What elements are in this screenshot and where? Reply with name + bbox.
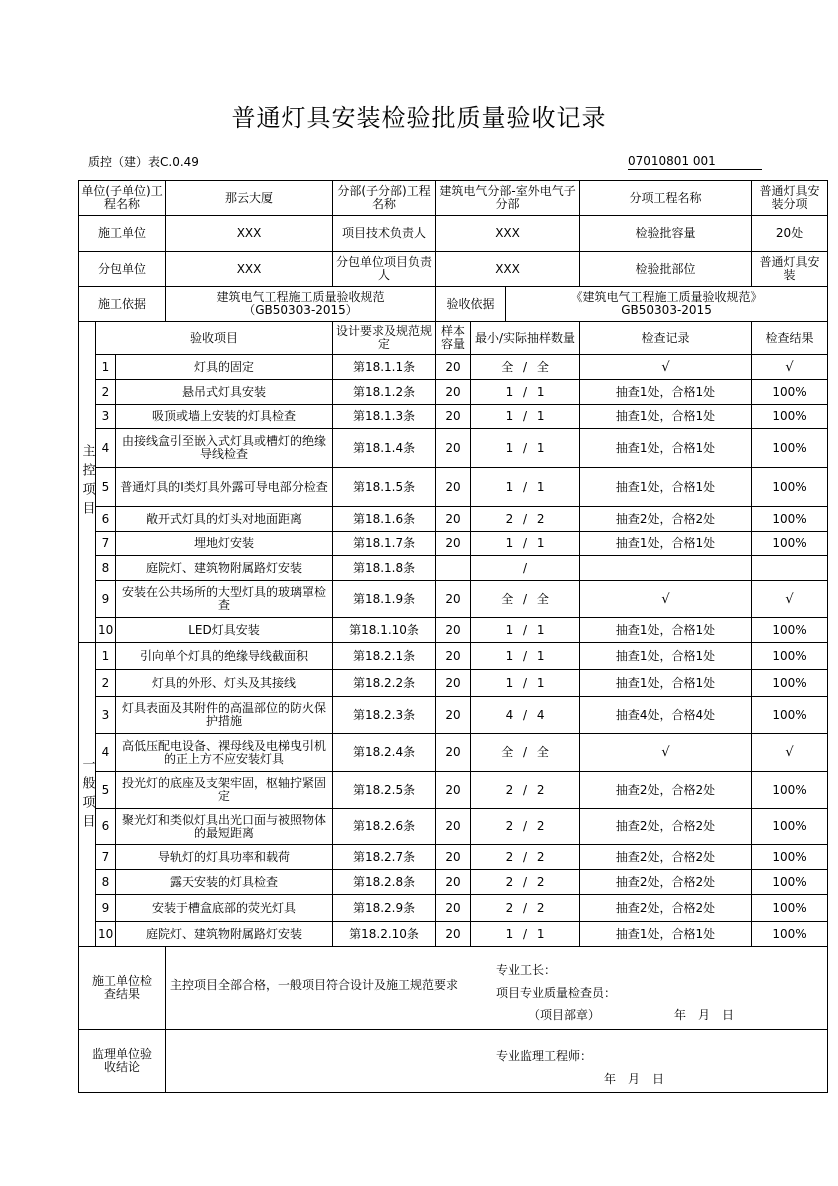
item-sample: [471, 922, 580, 947]
sample-min: 1: [505, 926, 514, 941]
item-record: 抽查1处，合格1处: [580, 380, 752, 405]
column-header-row: [79, 322, 828, 355]
item-name: 露天安装的灯具检查: [116, 870, 333, 895]
sample-actual: 1: [536, 536, 545, 550]
check-date: 年 月 日: [674, 1008, 735, 1022]
accept-basis-line2: GB50303-2015: [621, 303, 712, 317]
item-result: 100%: [752, 845, 828, 870]
form-number: 质控（建）表C.0.49: [88, 155, 199, 169]
item-name: 安装在公共场所的大型灯具的玻璃罩检查: [116, 581, 333, 618]
item-sample: [471, 532, 580, 556]
accept-basis-label: 验收依据: [436, 287, 506, 322]
header-row-2: [79, 216, 828, 252]
basis-value: [166, 287, 436, 322]
item-clause: 第18.1.8条: [333, 556, 436, 581]
item-record: 抽查2处，合格2处: [580, 507, 752, 532]
sample-min: 1: [505, 675, 514, 690]
item-record: √: [580, 355, 752, 380]
subcontractor-label: 分包单位: [79, 252, 166, 287]
sample-min: 1: [505, 384, 514, 399]
item-no: 1: [96, 643, 116, 670]
item-clause: 第18.2.7条: [333, 845, 436, 870]
engineer-label: 专业监理工程师：: [496, 1049, 593, 1063]
sample-separator: /: [519, 536, 531, 550]
item-result: 100%: [752, 895, 828, 922]
item-name: 灯具的固定: [116, 355, 333, 380]
item-result: 100%: [752, 429, 828, 468]
item-result: 100%: [752, 922, 828, 947]
item-no: 9: [96, 895, 116, 922]
sample-actual: 1: [536, 384, 545, 399]
footer-check-row: [79, 947, 828, 1030]
part-label: 检验批部位: [580, 252, 752, 287]
item-capacity: 20: [436, 643, 471, 670]
item-sample: [471, 734, 580, 772]
item-no: 4: [96, 429, 116, 468]
item-result: 100%: [752, 772, 828, 809]
item-no: 1: [96, 355, 116, 380]
item-clause: 第18.2.1条: [333, 643, 436, 670]
check-content: [166, 947, 828, 1030]
item-clause: 第18.2.2条: [333, 670, 436, 697]
item-record: 抽查1处，合格1处: [580, 618, 752, 643]
sample-min: 全: [501, 359, 514, 374]
foreman-label: 专业工长：: [496, 963, 557, 977]
basis-label: 施工依据: [79, 287, 166, 322]
subitem-label: 分项工程名称: [580, 181, 752, 216]
sample-actual: 2: [536, 874, 545, 889]
item-name: 庭院灯、建筑物附属路灯安装: [116, 556, 333, 581]
table-row: [79, 380, 828, 405]
sample-min: 2: [505, 900, 514, 915]
sample-separator: /: [519, 591, 531, 606]
supervise-label: 监理单位验收结论: [79, 1030, 166, 1093]
item-capacity: 20: [436, 507, 471, 532]
item-record: 抽查1处，合格1处: [580, 922, 752, 947]
accept-basis-value: [506, 287, 828, 322]
item-name: 普通灯具的Ⅰ类灯具外露可导电部分检查: [116, 468, 333, 507]
item-clause: 第18.1.4条: [333, 429, 436, 468]
col-item: 验收项目: [96, 322, 333, 355]
item-result: 100%: [752, 870, 828, 895]
table-row: [79, 468, 828, 507]
sample-separator: /: [519, 675, 531, 690]
sample-actual: 1: [536, 675, 545, 690]
sample-min: 2: [505, 874, 514, 889]
table-row: [79, 922, 828, 947]
item-record: 抽查4处，合格4处: [580, 697, 752, 734]
item-sample: [471, 507, 580, 532]
item-capacity: 20: [436, 405, 471, 429]
item-sample: [471, 380, 580, 405]
item-record: 抽查2处，合格2处: [580, 895, 752, 922]
col-result: 检查结果: [752, 322, 828, 355]
item-result: [752, 556, 828, 581]
item-capacity: 20: [436, 772, 471, 809]
item-record: √: [580, 734, 752, 772]
sample-min: 2: [505, 511, 514, 526]
item-sample: [471, 429, 580, 468]
inspection-table: [78, 180, 828, 1093]
item-name: 导轨灯的灯具功率和载荷: [116, 845, 333, 870]
item-result: 100%: [752, 532, 828, 556]
item-name: LED灯具安装: [116, 618, 333, 643]
sample-actual: 1: [536, 926, 545, 941]
contractor-value: XXX: [166, 216, 333, 252]
table-row: [79, 405, 828, 429]
table-row: [79, 429, 828, 468]
item-no: 7: [96, 532, 116, 556]
sample-separator: /: [519, 384, 531, 399]
sample-actual: 1: [536, 648, 545, 663]
check-label: 施工单位检查结果: [79, 947, 166, 1030]
part-value: 普通灯具安装: [752, 252, 828, 287]
table-row: [79, 809, 828, 845]
table-row: [79, 895, 828, 922]
item-no: 5: [96, 468, 116, 507]
main-group-label: 主控项目: [79, 322, 96, 643]
item-result: 100%: [752, 405, 828, 429]
item-name: 投光灯的底座及支架牢固，枢轴拧紧固定: [116, 772, 333, 809]
seal-label: （项目部章）: [528, 1008, 601, 1022]
header-row-1: [79, 181, 828, 216]
sample-actual: 2: [536, 819, 545, 833]
sample-separator: /: [519, 782, 531, 797]
item-name: 安装于槽盒底部的荧光灯具: [116, 895, 333, 922]
item-result: 100%: [752, 670, 828, 697]
sample-separator: /: [519, 745, 531, 759]
item-result: 100%: [752, 468, 828, 507]
sample-separator: /: [519, 819, 531, 833]
item-no: 5: [96, 772, 116, 809]
table-row: [79, 734, 828, 772]
check-signature-area: [166, 947, 827, 1029]
item-sample: [471, 468, 580, 507]
item-result: 100%: [752, 643, 828, 670]
item-capacity: [436, 556, 471, 581]
item-name: 引向单个灯具的绝缘导线截面积: [116, 643, 333, 670]
item-clause: 第18.2.5条: [333, 772, 436, 809]
item-sample: [471, 697, 580, 734]
table-row: [79, 670, 828, 697]
col-cap: 样本容量: [436, 322, 471, 355]
sample-actual: 1: [536, 440, 545, 455]
item-no: 4: [96, 734, 116, 772]
item-clause: 第18.2.4条: [333, 734, 436, 772]
item-clause: 第18.2.10条: [333, 922, 436, 947]
unit-label: 单位(子单位)工程名称: [79, 181, 166, 216]
item-clause: 第18.1.10条: [333, 618, 436, 643]
unit-value: 那云大厦: [166, 181, 333, 216]
item-clause: 第18.1.2条: [333, 380, 436, 405]
tech-lead-label: 项目技术负责人: [333, 216, 436, 252]
table-row: [79, 556, 828, 581]
sample-separator: /: [519, 900, 531, 915]
inspector-label: 项目专业质量检查员：: [496, 986, 617, 1000]
item-capacity: 20: [436, 468, 471, 507]
item-result: 100%: [752, 697, 828, 734]
sample-separator: /: [519, 622, 531, 637]
item-sample: [471, 643, 580, 670]
sample-min: 1: [505, 648, 514, 663]
tech-lead-value: XXX: [436, 216, 580, 252]
item-name: 由接线盒引至嵌入式灯具或槽灯的绝缘导线检查: [116, 429, 333, 468]
sample-separator: /: [523, 560, 528, 575]
table-row: [79, 532, 828, 556]
item-no: 10: [96, 618, 116, 643]
item-sample: [471, 845, 580, 870]
item-clause: 第18.1.5条: [333, 468, 436, 507]
col-sample: 最小/实际抽样数量: [471, 322, 580, 355]
supervise-content: [166, 1030, 828, 1093]
sample-min: 1: [505, 622, 514, 637]
sample-actual: 2: [536, 900, 545, 915]
item-sample: [471, 355, 580, 380]
table-row: [79, 581, 828, 618]
item-capacity: 20: [436, 734, 471, 772]
item-record: √: [580, 581, 752, 618]
table-row: [79, 870, 828, 895]
subcontractor-value: XXX: [166, 252, 333, 287]
division-label: 分部(子分部)工程名称: [333, 181, 436, 216]
table-row: [79, 772, 828, 809]
item-name: 灯具的外形、灯头及其接线: [116, 670, 333, 697]
record-code: 07010801 001: [628, 153, 762, 170]
sample-min: 全: [501, 745, 514, 759]
item-sample: [471, 895, 580, 922]
subitem-value: 普通灯具安装分项: [752, 181, 828, 216]
sample-min: 2: [505, 819, 514, 833]
item-capacity: 20: [436, 845, 471, 870]
item-no: 10: [96, 922, 116, 947]
sample-min: 2: [505, 782, 514, 797]
item-sample: [471, 581, 580, 618]
item-no: 6: [96, 507, 116, 532]
item-name: 吸顶或墙上安装的灯具检查: [116, 405, 333, 429]
item-no: 3: [96, 697, 116, 734]
item-capacity: 20: [436, 922, 471, 947]
item-name: 高低压配电设备、裸母线及电梯曳引机的正上方不应安装灯具: [116, 734, 333, 772]
accept-basis-line1: 《建筑电气工程施工质量验收规范》: [570, 290, 763, 304]
item-record: 抽查1处，合格1处: [580, 429, 752, 468]
sub-lead-label: 分包单位项目负责人: [333, 252, 436, 287]
division-value: 建筑电气分部-室外电气子分部: [436, 181, 580, 216]
item-clause: 第18.1.7条: [333, 532, 436, 556]
item-clause: 第18.2.3条: [333, 697, 436, 734]
sample-actual: 2: [536, 782, 545, 797]
supervise-signature-area: [166, 1030, 827, 1092]
item-result: 100%: [752, 618, 828, 643]
sample-min: 2: [505, 849, 514, 864]
item-no: 8: [96, 556, 116, 581]
capacity-label: 检验批容量: [580, 216, 752, 252]
item-capacity: 20: [436, 697, 471, 734]
item-clause: 第18.1.6条: [333, 507, 436, 532]
sample-actual: 全: [536, 591, 549, 606]
item-capacity: 20: [436, 380, 471, 405]
item-clause: 第18.1.3条: [333, 405, 436, 429]
item-record: [580, 556, 752, 581]
sample-actual: 1: [536, 622, 545, 637]
item-clause: 第18.2.6条: [333, 809, 436, 845]
sample-separator: /: [519, 511, 531, 526]
item-record: 抽查2处，合格2处: [580, 772, 752, 809]
sample-min: 1: [505, 479, 514, 494]
sub-lead-value: XXX: [436, 252, 580, 287]
contractor-label: 施工单位: [79, 216, 166, 252]
sample-min: 全: [501, 591, 514, 606]
item-capacity: 20: [436, 581, 471, 618]
sample-min: 4: [505, 707, 514, 722]
item-no: 8: [96, 870, 116, 895]
item-capacity: 20: [436, 870, 471, 895]
item-record: 抽查2处，合格2处: [580, 845, 752, 870]
item-name: 敞开式灯具的灯头对地面距离: [116, 507, 333, 532]
sample-actual: 1: [536, 409, 545, 423]
item-no: 2: [96, 670, 116, 697]
item-sample: [471, 870, 580, 895]
sample-actual: 1: [536, 479, 545, 494]
general-group-label: 一般项目: [79, 643, 96, 947]
item-name: 埋地灯安装: [116, 532, 333, 556]
sample-separator: /: [519, 440, 531, 455]
item-result: √: [752, 734, 828, 772]
item-sample: [471, 772, 580, 809]
item-sample: [471, 556, 580, 581]
item-capacity: 20: [436, 895, 471, 922]
basis-value-line2: （GB50303-2015）: [243, 303, 358, 317]
table-row: [79, 643, 828, 670]
sample-separator: /: [519, 707, 531, 722]
supervise-date: 年 月 日: [604, 1072, 665, 1086]
table-row: [79, 697, 828, 734]
sample-separator: /: [519, 926, 531, 941]
sample-actual: 2: [536, 849, 545, 864]
item-sample: [471, 809, 580, 845]
item-capacity: 20: [436, 618, 471, 643]
header-row-4: [79, 287, 828, 322]
item-name: 悬吊式灯具安装: [116, 380, 333, 405]
item-record: 抽查1处，合格1处: [580, 468, 752, 507]
sample-actual: 全: [536, 359, 549, 374]
col-req: 设计要求及规范规定: [333, 322, 436, 355]
item-capacity: 20: [436, 670, 471, 697]
item-sample: [471, 670, 580, 697]
item-name: 庭院灯、建筑物附属路灯安装: [116, 922, 333, 947]
basis-value-line1: 建筑电气工程施工质量验收规范: [216, 290, 385, 304]
item-name: 聚光灯和类似灯具出光口面与被照物体的最短距离: [116, 809, 333, 845]
footer-supervise-row: [79, 1030, 828, 1093]
table-row: [79, 845, 828, 870]
item-record: 抽查1处，合格1处: [580, 405, 752, 429]
item-no: 2: [96, 380, 116, 405]
sample-min: 1: [505, 440, 514, 455]
item-clause: 第18.2.9条: [333, 895, 436, 922]
item-capacity: 20: [436, 429, 471, 468]
sample-min: 1: [505, 536, 514, 550]
sample-actual: 4: [536, 707, 545, 722]
sample-separator: /: [519, 648, 531, 663]
item-record: 抽查1处，合格1处: [580, 670, 752, 697]
sample-min: 1: [505, 409, 514, 423]
item-result: 100%: [752, 809, 828, 845]
item-record: 抽查1处，合格1处: [580, 643, 752, 670]
sample-separator: /: [519, 359, 531, 374]
item-record: 抽查2处，合格2处: [580, 870, 752, 895]
item-sample: [471, 618, 580, 643]
page-title: 普通灯具安装检验批质量验收记录: [231, 104, 607, 132]
sample-separator: /: [519, 409, 531, 423]
check-text: 主控项目全部合格，一般项目符合设计及施工规范要求: [170, 978, 459, 992]
item-result: 100%: [752, 380, 828, 405]
item-no: 9: [96, 581, 116, 618]
capacity-value: 20处: [752, 216, 828, 252]
table-row: [79, 507, 828, 532]
item-capacity: 20: [436, 355, 471, 380]
item-clause: 第18.2.8条: [333, 870, 436, 895]
item-record: 抽查1处，合格1处: [580, 532, 752, 556]
item-result: 100%: [752, 507, 828, 532]
item-no: 7: [96, 845, 116, 870]
item-sample: [471, 405, 580, 429]
item-capacity: 20: [436, 532, 471, 556]
item-no: 6: [96, 809, 116, 845]
item-result: √: [752, 581, 828, 618]
item-result: √: [752, 355, 828, 380]
col-record: 检查记录: [580, 322, 752, 355]
sample-separator: /: [519, 874, 531, 889]
sample-actual: 全: [536, 745, 549, 759]
item-record: 抽查2处，合格2处: [580, 809, 752, 845]
sample-separator: /: [519, 849, 531, 864]
table-row: [79, 355, 828, 380]
sample-separator: /: [519, 479, 531, 494]
table-row: [79, 618, 828, 643]
header-row-3: [79, 252, 828, 287]
item-capacity: 20: [436, 809, 471, 845]
item-name: 灯具表面及其附件的高温部位的防火保护措施: [116, 697, 333, 734]
item-clause: 第18.1.9条: [333, 581, 436, 618]
sample-actual: 2: [536, 511, 545, 526]
item-no: 3: [96, 405, 116, 429]
item-clause: 第18.1.1条: [333, 355, 436, 380]
